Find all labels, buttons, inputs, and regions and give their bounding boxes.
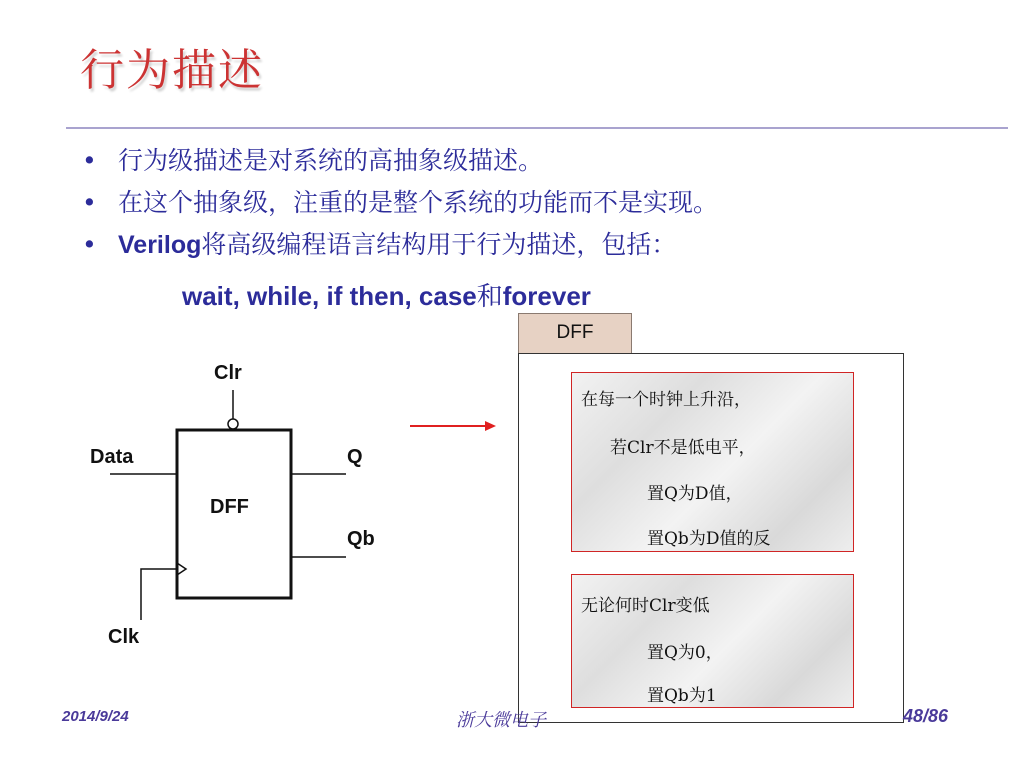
bullet-text: 行为级描述是对系统的高抽象级描述。 [118, 146, 544, 175]
bullet-bold-term: Verilog [118, 231, 202, 259]
note-line: 在每一个时钟上升沿， [581, 390, 751, 410]
footer-date: 2014/9/24 [62, 708, 129, 725]
bullet-text: 在这个抽象级，注重的是整个系统的功能而不是实现。 [118, 188, 719, 217]
data-label: Data [90, 446, 134, 468]
clk-wire [141, 569, 177, 620]
keyword-list: wait, while, if then, case [182, 281, 477, 311]
footer-organization: 浙大微电子 [456, 710, 546, 731]
note-line: 无论何时Clr变低 [581, 596, 710, 616]
clear-note [571, 574, 854, 708]
clr-label: Clr [214, 362, 242, 384]
dff-panel-tab: DFF [518, 313, 632, 354]
bullet-marker: • [82, 230, 97, 259]
rising-edge-note [571, 372, 854, 552]
keyword-forever: forever [502, 281, 591, 311]
keyword-conjunction: 和 [476, 282, 503, 312]
note-line: 若Clr不是低电平， [610, 438, 756, 458]
note-line: 置Q为0， [647, 643, 723, 663]
page-number: 48/86 [903, 706, 949, 726]
slide-title: 行为描述 [80, 45, 264, 96]
clr-inversion-bubble [228, 419, 238, 429]
bullet-text: 将高级编程语言结构用于行为描述，包括： [201, 230, 677, 259]
bullet-marker: • [82, 188, 97, 217]
note-line: 置Q为D值， [647, 484, 743, 504]
arrow-head-icon [485, 421, 496, 431]
clk-label: Clk [108, 626, 140, 648]
note-line: 置Qb为1 [647, 686, 717, 706]
q-label: Q [347, 446, 363, 468]
note-line: 置Qb为D值的反 [647, 529, 771, 549]
bullet-marker: • [82, 146, 97, 175]
qb-label: Qb [347, 528, 375, 550]
dff-block-label: DFF [210, 496, 249, 518]
